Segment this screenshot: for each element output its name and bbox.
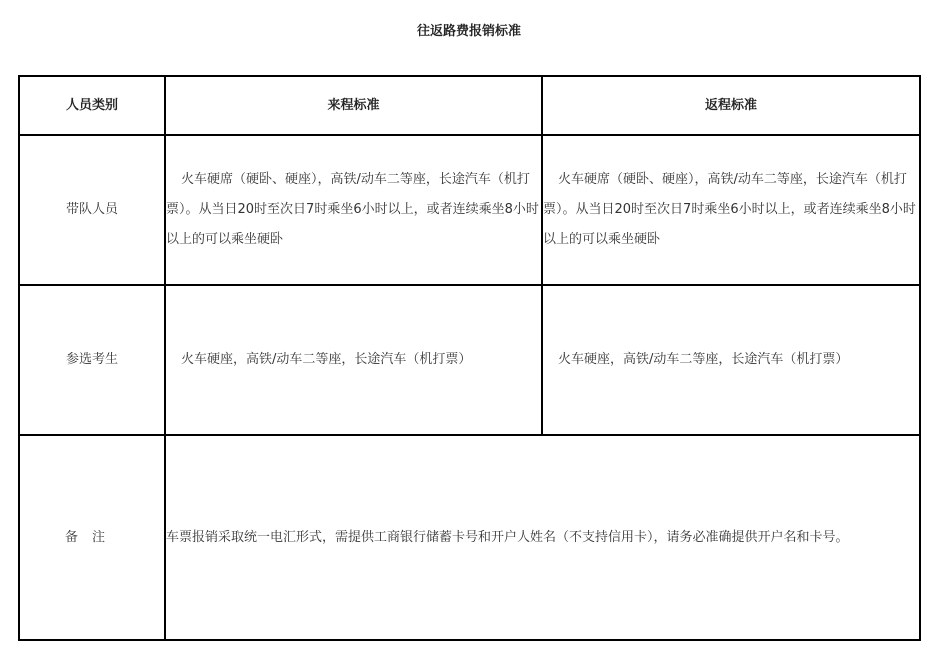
header-category: 人员类别 xyxy=(19,76,165,135)
row-outbound-candidate: 火车硬座，高铁/动车二等座，长途汽车（机打票） xyxy=(165,285,542,435)
table-row xyxy=(19,285,920,435)
page-title: 往返路费报销标准 xyxy=(416,24,521,39)
header-return: 返程标准 xyxy=(542,76,920,135)
row-return-candidate: 火车硬座，高铁/动车二等座，长途汽车（机打票） xyxy=(542,285,920,435)
row-outbound-leader: 火车硬席（硬卧、硬座），高铁/动车二等座，长途汽车（机打票）。从当日20时至次日7时乘坐6小时以上，或者连续乘坐8小时以上的可以乘坐硬卧 xyxy=(165,135,542,285)
note-label: 备注 xyxy=(19,435,165,640)
note-text: 车票报销采取统一电汇形式，需提供工商银行储蓄卡号和开户人姓名（不支持信用卡），请务必准确提供开户名和卡号。 xyxy=(165,435,920,640)
table-header-row xyxy=(19,76,920,135)
header-outbound: 来程标准 xyxy=(165,76,542,135)
row-category-leader: 带队人员 xyxy=(19,135,165,285)
table-row-note xyxy=(19,435,920,640)
reimbursement-table xyxy=(18,75,921,641)
row-category-candidate: 参选考生 xyxy=(19,285,165,435)
row-return-leader: 火车硬席（硬卧、硬座），高铁/动车二等座，长途汽车（机打票）。从当日20时至次日7时乘坐6小时以上，或者连续乘坐8小时以上的可以乘坐硬卧 xyxy=(542,135,920,285)
table-row xyxy=(19,135,920,285)
